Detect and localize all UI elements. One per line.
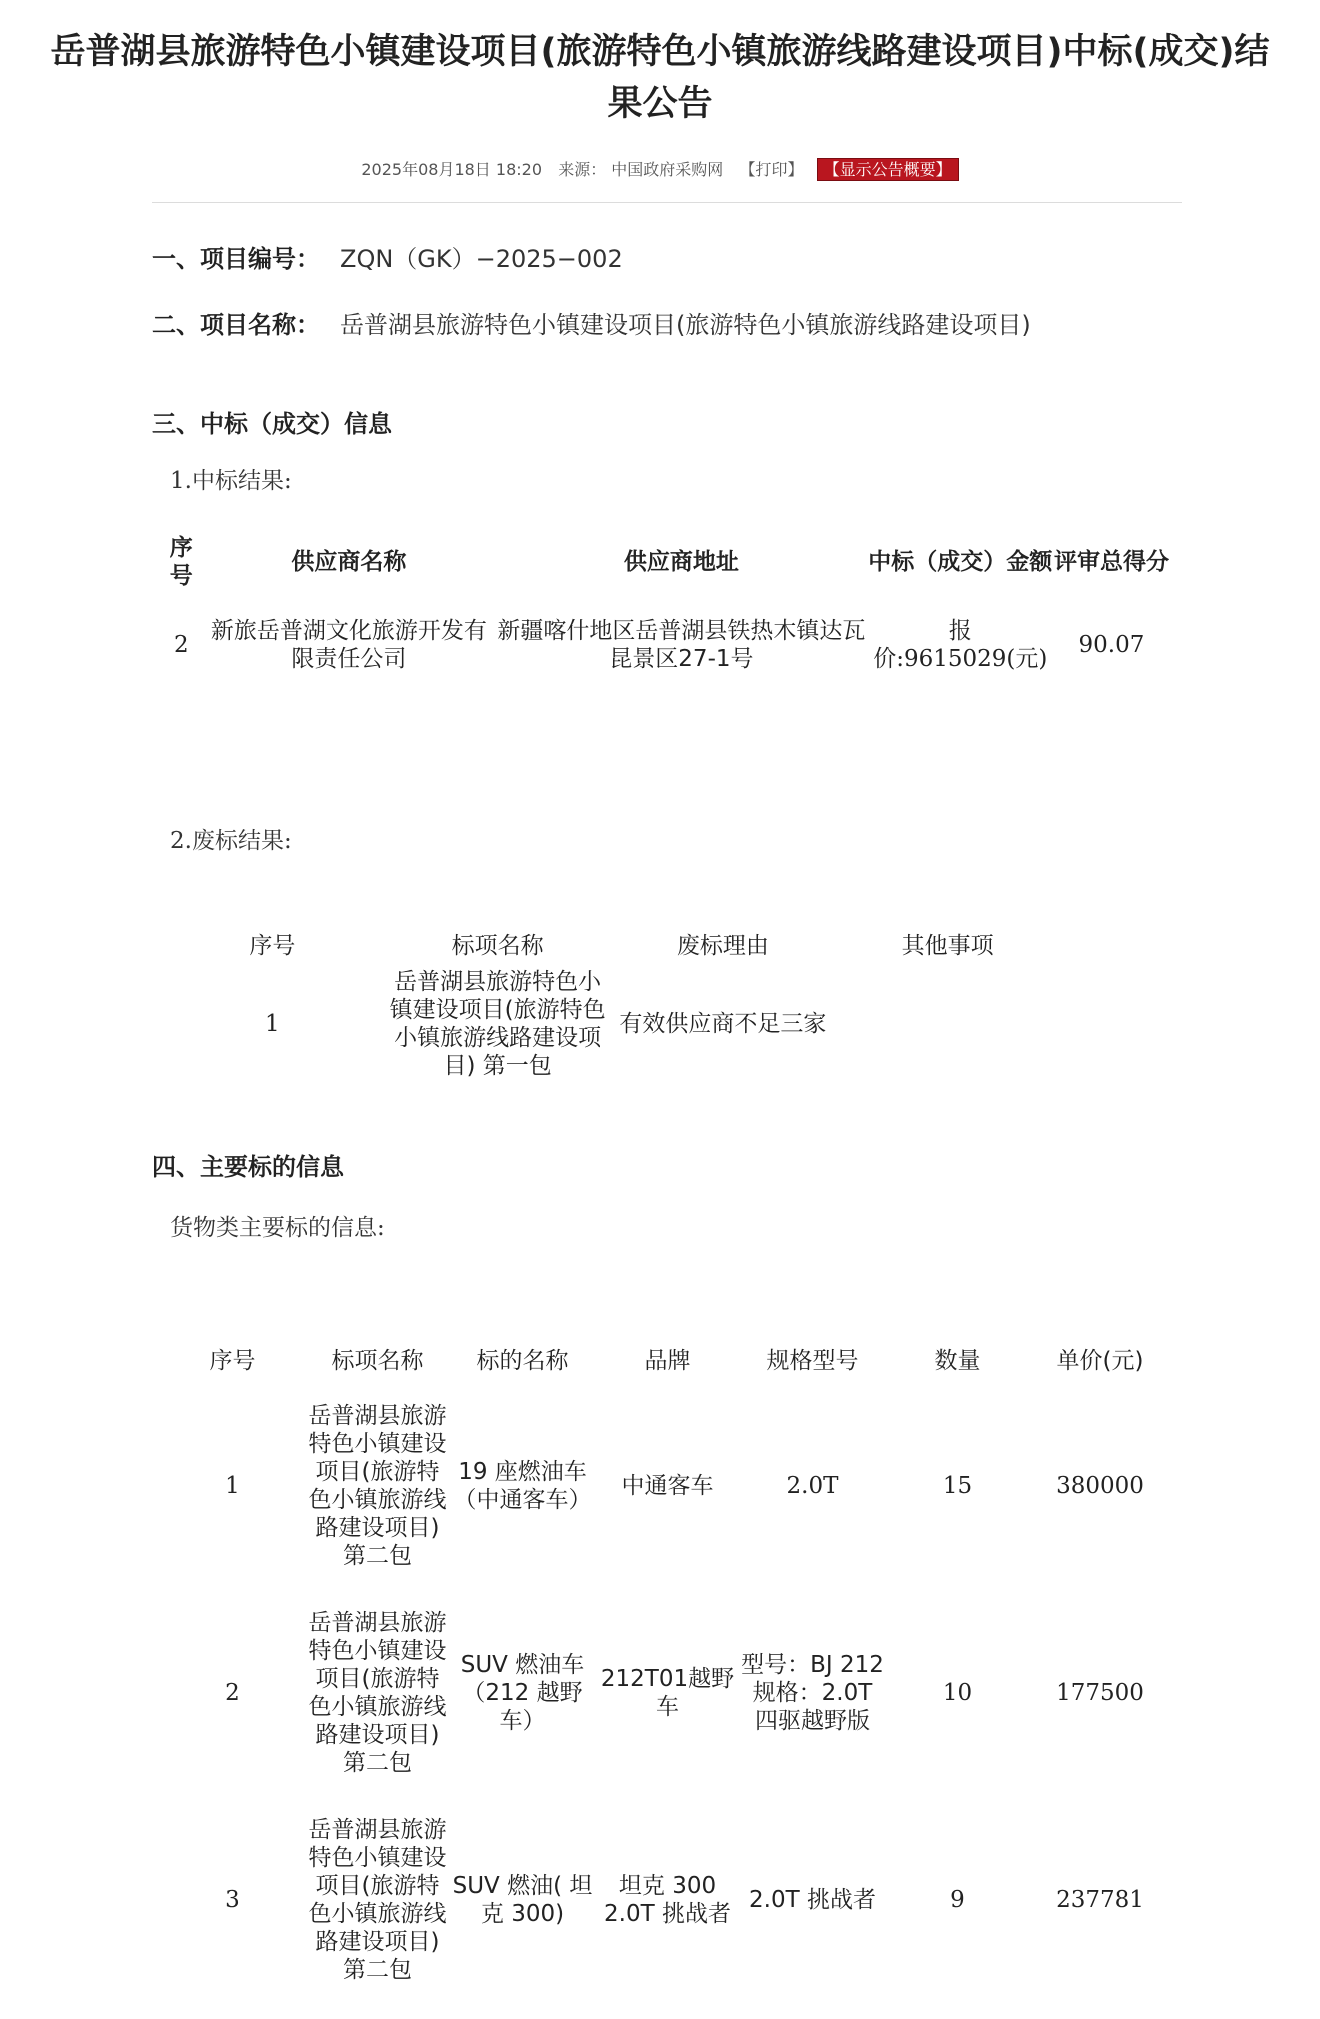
col-header-failure-reason: 废标理由 — [676, 933, 769, 959]
cell-lot-name: 岳普湖县旅游特色小镇建设项目(旅游特色小镇旅游线路建设项目) 第一包 — [389, 969, 606, 1079]
table-header-row — [160, 926, 1060, 966]
project-name-value: 岳普湖县旅游特色小镇建设项目(旅游特色小镇旅游线路建设项目) — [340, 311, 1031, 339]
cell-index: 1 — [265, 1011, 280, 1037]
cell-index: 3 — [225, 1886, 240, 1913]
section-award-heading: 三、中标（成交）信息 — [152, 410, 392, 438]
cell-index: 2 — [173, 632, 189, 658]
failed-result-title: 2.废标结果: — [170, 828, 292, 854]
cell-item-name: SUV 燃油车 （212 越野车） — [460, 1651, 585, 1734]
project-number-value: ZQN（GK）−2025−002 — [340, 245, 623, 273]
col-header-quantity: 数量 — [934, 1348, 981, 1374]
cell-supplier-name: 新旅岳普湖文化旅游开发有限责任公司 — [210, 618, 487, 672]
table-header-row — [160, 528, 1170, 596]
cell-index: 1 — [225, 1472, 240, 1499]
col-header-spec: 规格型号 — [766, 1348, 859, 1374]
cell-brand: 中通客车 — [621, 1472, 714, 1499]
show-summary-button[interactable]: 【显示公告概要】 — [817, 158, 959, 181]
cell-quantity: 9 — [950, 1886, 965, 1913]
project-number-row — [152, 242, 623, 276]
cell-brand: 坦克 300 2.0T 挑战者 — [604, 1872, 731, 1927]
cell-lot-name: 岳普湖县旅游特色小镇建设项目(旅游特色小镇旅游线路建设项目) 第二包 — [308, 1816, 447, 1983]
source-label: 来源： — [558, 160, 607, 179]
cell-failure-reason: 有效供应商不足三家 — [619, 1011, 827, 1037]
col-header-lot-name: 标项名称 — [451, 933, 544, 959]
cell-lot-name: 岳普湖县旅游特色小镇建设项目(旅游特色小镇旅游线路建设项目) 第二包 — [308, 1609, 447, 1776]
cell-award-amount: 报价:9615029(元) — [873, 618, 1048, 672]
col-header-unit-price: 单价(元) — [1056, 1348, 1144, 1374]
cell-unit-price: 380000 — [1056, 1472, 1144, 1499]
cell-quantity: 15 — [942, 1472, 973, 1499]
col-header-index: 序号 — [249, 933, 296, 959]
cell-unit-price: 237781 — [1056, 1886, 1144, 1913]
col-header-brand: 品牌 — [644, 1348, 691, 1374]
cell-other-matters — [835, 966, 1060, 1082]
award-result-table — [160, 528, 1170, 694]
cell-spec: 2.0T 挑战者 — [749, 1886, 876, 1913]
cell-score: 90.07 — [1078, 632, 1145, 658]
cell-index: 2 — [225, 1679, 240, 1706]
project-name-label: 二、项目名称： — [152, 311, 320, 339]
cell-lot-name: 岳普湖县旅游特色小镇建设项目(旅游特色小镇旅游线路建设项目) 第二包 — [308, 1402, 447, 1569]
meta-bar — [0, 158, 1320, 182]
goods-table — [160, 1340, 1170, 2003]
col-header-lot-name: 标项名称 — [331, 1348, 424, 1374]
table-row — [160, 596, 1170, 694]
project-name-row — [152, 308, 1031, 342]
section-goods-heading: 四、主要标的信息 — [152, 1153, 344, 1181]
cell-spec: 型号：BJ 212规格：2.0T 四驱越野版 — [741, 1651, 884, 1734]
award-result-title: 1.中标结果: — [170, 468, 292, 494]
col-header-award-amount: 中标（成交）金额 — [868, 549, 1053, 575]
project-number-label: 一、项目编号： — [152, 245, 320, 273]
cell-item-name: 19 座燃油车 （中通客车） — [453, 1458, 592, 1513]
col-header-other-matters: 其他事项 — [901, 933, 994, 959]
page-title-line2: 果公告 — [607, 84, 713, 124]
print-link[interactable]: 【打印】 — [739, 160, 804, 179]
cell-spec: 2.0T — [786, 1472, 839, 1499]
cell-supplier-address: 新疆喀什地区岳普湖县铁热木镇达瓦昆景区27-1号 — [497, 618, 866, 672]
failed-result-table — [160, 926, 1060, 1082]
table-header-row — [160, 1340, 1170, 1382]
publish-datetime: 2025年08月18日 18:20 — [361, 160, 542, 179]
cell-quantity: 10 — [942, 1679, 973, 1706]
table-row — [160, 966, 1060, 1082]
header-divider — [152, 202, 1182, 203]
col-header-item-name: 标的名称 — [476, 1348, 569, 1374]
cell-unit-price: 177500 — [1056, 1679, 1144, 1706]
page-title-line1: 岳普湖县旅游特色小镇建设项目(旅游特色小镇旅游线路建设项目)中标(成交)结 — [50, 32, 1270, 72]
cell-item-name: SUV 燃油( 坦 克 300) — [452, 1872, 593, 1927]
col-header-supplier-address: 供应商地址 — [623, 549, 739, 575]
col-header-index: 序号 — [169, 535, 193, 589]
col-header-supplier-name: 供应商名称 — [291, 549, 407, 575]
col-header-score: 评审总得分 — [1053, 549, 1169, 575]
source-name: 中国政府采购网 — [611, 160, 724, 179]
col-header-index: 序号 — [209, 1348, 256, 1374]
table-row — [160, 1589, 1170, 1796]
goods-info-title: 货物类主要标的信息: — [170, 1215, 385, 1241]
table-row — [160, 1382, 1170, 1589]
cell-brand: 212T01越野车 — [600, 1665, 735, 1720]
table-row — [160, 1796, 1170, 2003]
page-title — [0, 26, 1320, 130]
